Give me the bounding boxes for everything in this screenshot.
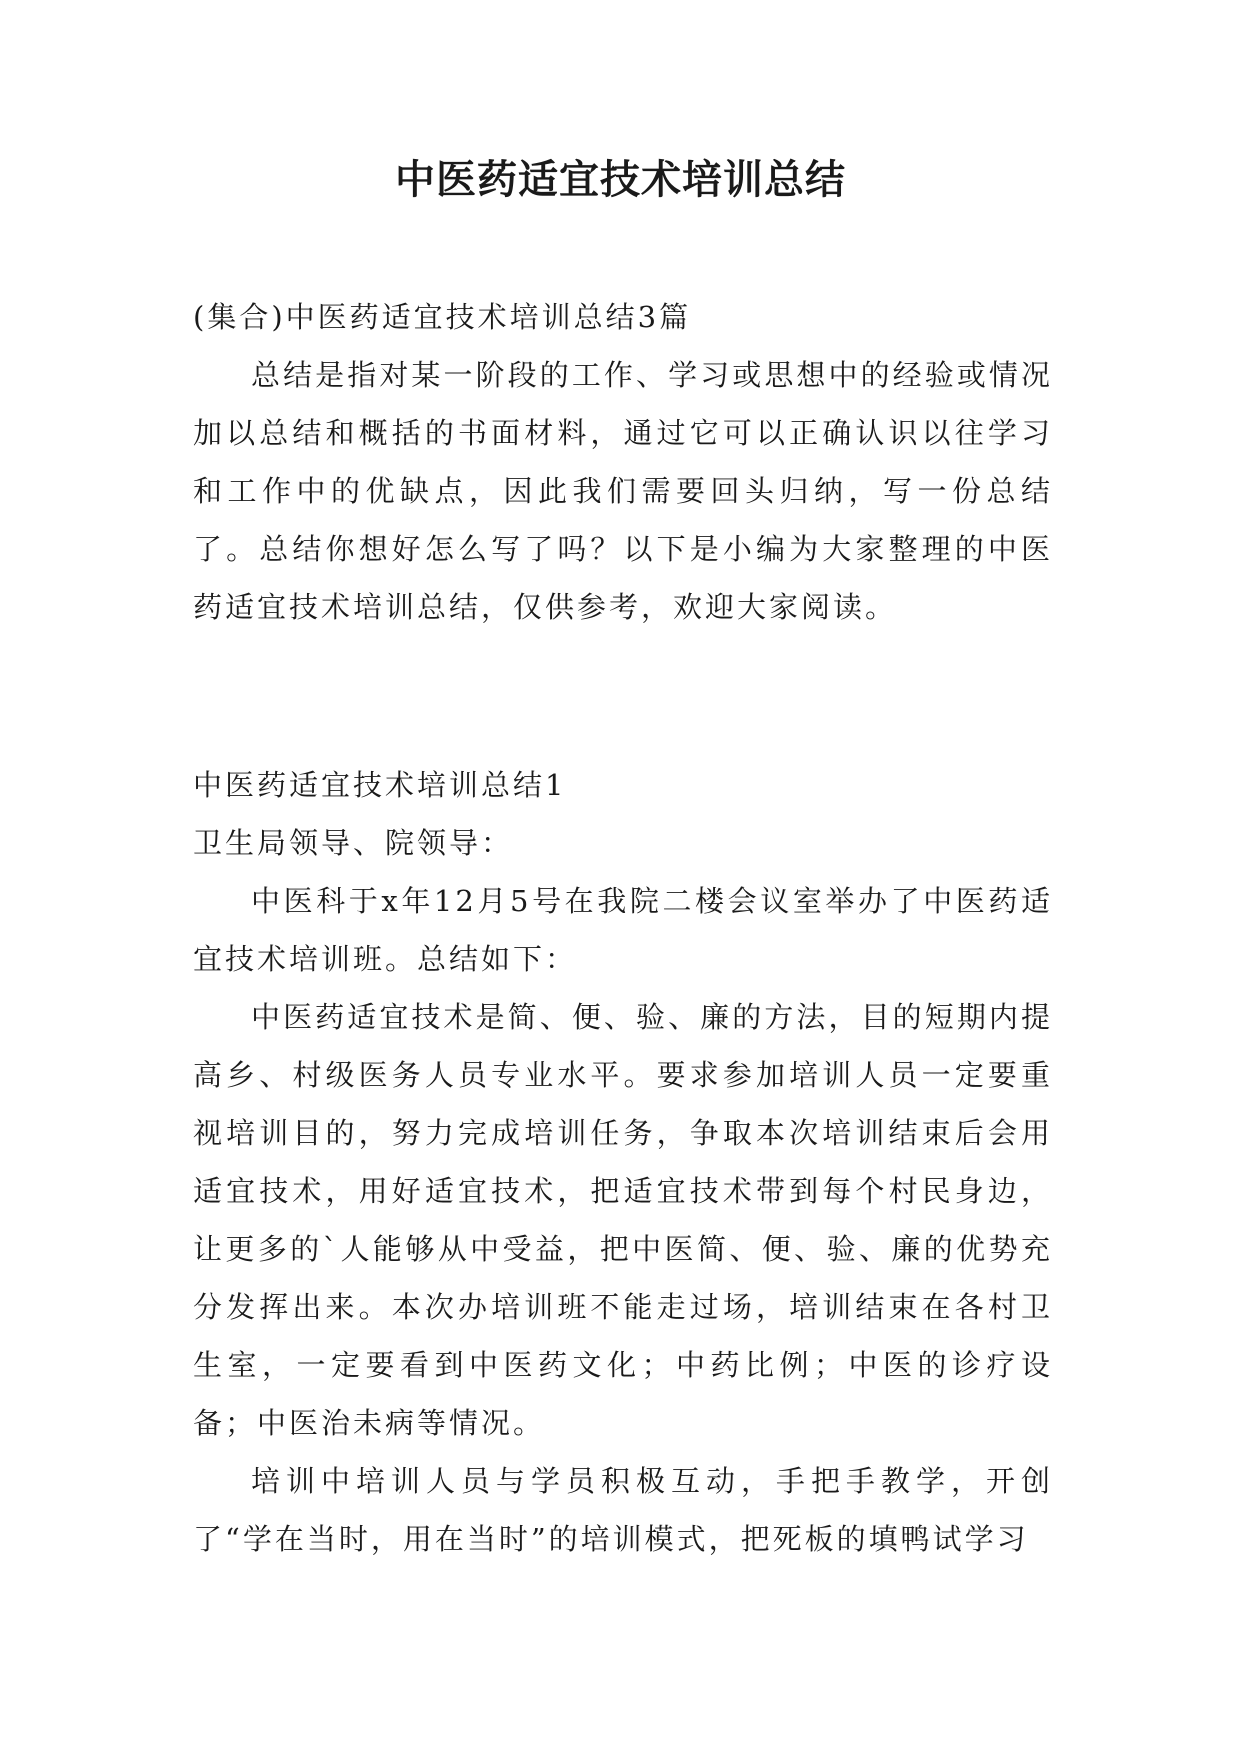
document-title: 中医药适宜技术培训总结 [395, 156, 846, 203]
salutation: 卫生局领导、院领导： [193, 826, 514, 860]
intro-paragraph: 总结是指对某一阶段的工作、学习或思想中的经验或情况加以总结和概括的书面材料，通过它可以正确认识以往学习和工作中的优缺点，因此我们需要回头归纳，写一份总结了。总结你想好怎么写了吗？以下是小编为大家整理的中医药适宜技术培训总结，仅供参考，欢迎大家阅读。 [193, 358, 1053, 624]
section-heading: 中医药适宜技术培训总结1 [193, 768, 567, 802]
body-paragraph: 中医科于x年12月5号在我院二楼会议室举办了中医药适宜技术培训班。总结如下： [193, 884, 1053, 976]
document-subtitle: (集合)中医药适宜技术培训总结3篇 [193, 300, 692, 334]
body-paragraph: 中医药适宜技术是简、便、验、廉的方法，目的短期内提高乡、村级医务人员专业水平。要求参加培训人员一定要重视培训目的，努力完成培训任务，争取本次培训结束后会用适宜技术，用好适宜技术，把适宜技术带到每个村民身边，让更多的`人能够从中受益，把中医简、便、验、廉的优势充分发挥出来。本次办培训班不能走过场，培训结束在各村卫生室，一定要看到中医药文化；中药比例；中医的诊疗设备；中医治未病等情况。 [193, 1000, 1053, 1440]
body-paragraph: 培训中培训人员与学员积极互动，手把手教学，开创了“学在当时，用在当时”的培训模式，把死板的填鸭试学习 [193, 1464, 1053, 1556]
document-body [193, 288, 1053, 1568]
section-spacer [193, 636, 1053, 756]
